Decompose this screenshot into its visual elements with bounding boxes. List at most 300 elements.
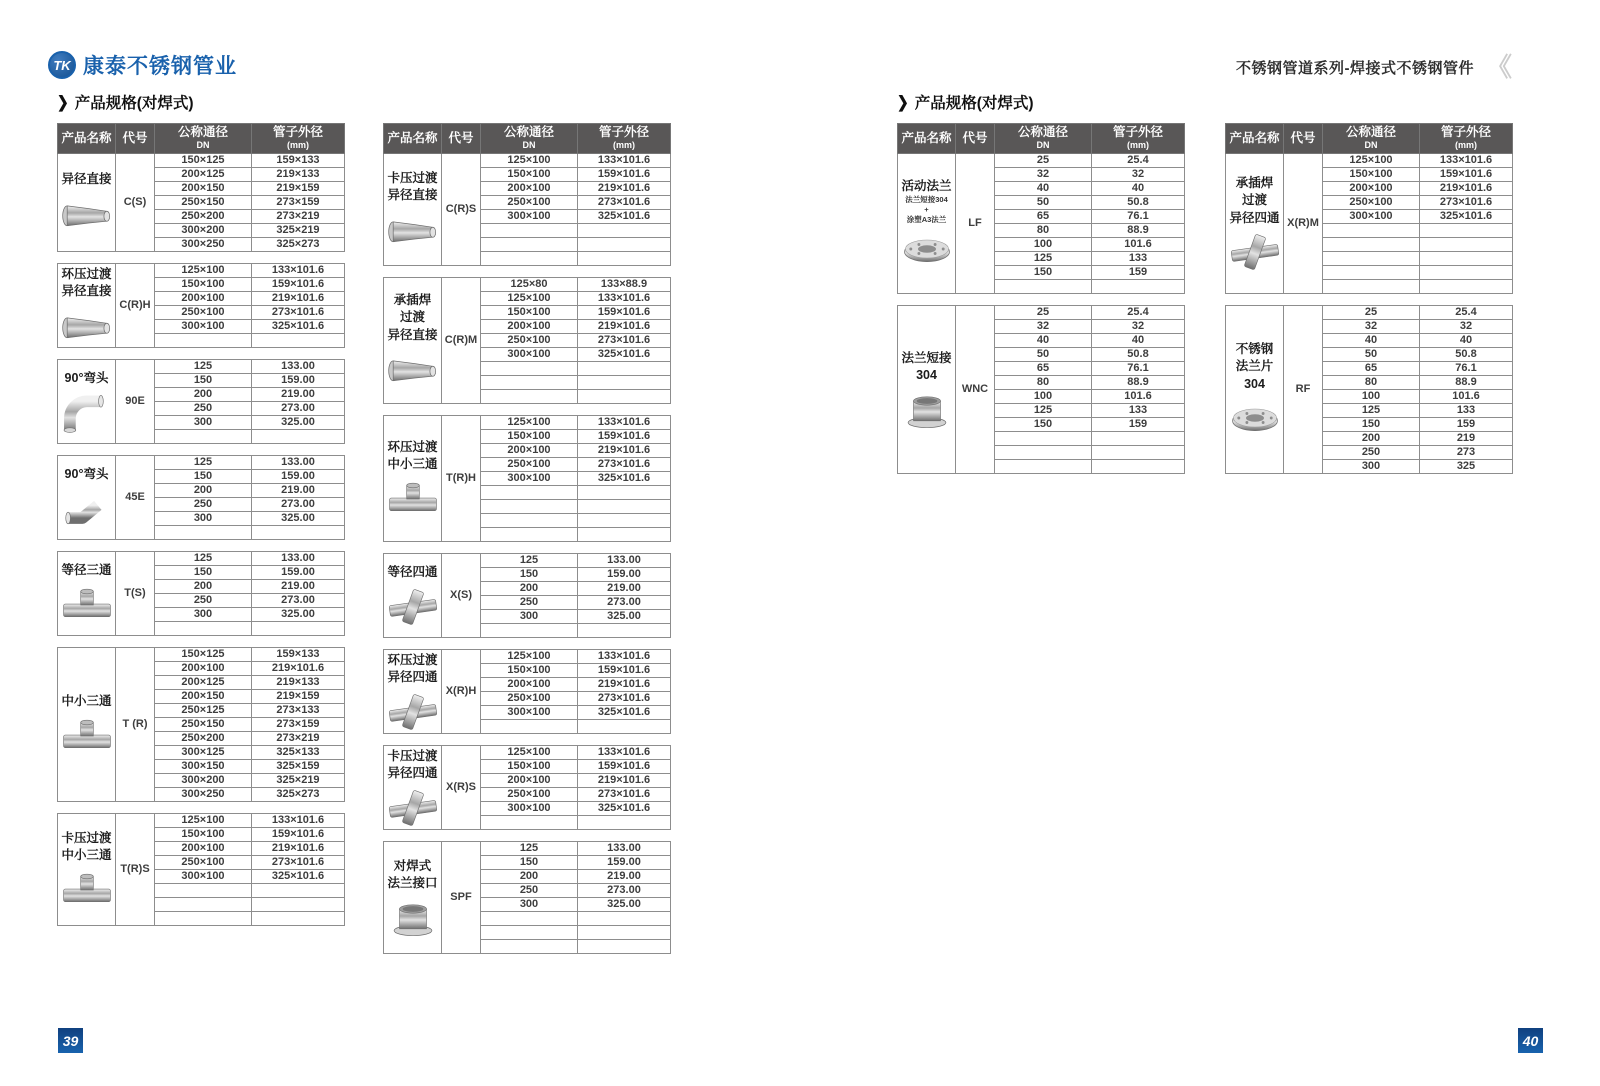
product-name: 异径直接: [387, 327, 438, 342]
od-value: 325×101.6: [578, 706, 671, 720]
product-photo-tee: [60, 870, 114, 910]
od-value: 325×219: [252, 224, 345, 238]
spec-table-LF: [897, 123, 1185, 294]
code-cell: LF: [956, 154, 995, 294]
dn-empty: [481, 486, 578, 500]
product-photo: [386, 587, 440, 627]
dn-value: 125×100: [1323, 154, 1420, 168]
product-cell: [58, 648, 116, 802]
dn-empty: [155, 334, 252, 348]
od-value: 76.1: [1092, 210, 1185, 224]
od-value: 273.00: [252, 498, 345, 512]
dn-value: 250×100: [481, 788, 578, 802]
od-value: 101.6: [1092, 238, 1185, 252]
code-cell: C(R)M: [442, 278, 481, 404]
code-cell: T(R)S: [116, 814, 155, 926]
od-empty: [252, 898, 345, 912]
od-value: 32: [1420, 320, 1513, 334]
dn-value: 200×125: [155, 676, 252, 690]
dn-empty: [481, 528, 578, 542]
od-empty: [578, 486, 671, 500]
product-name: 异径直接: [61, 284, 112, 298]
od-value: 133: [1420, 404, 1513, 418]
product-cell: [58, 456, 116, 540]
dn-value: 200×125: [155, 168, 252, 182]
col-header-od-main: 管子外径: [1440, 125, 1491, 140]
spec-table-WNC: [897, 305, 1185, 474]
spec-table-T(R)H: [383, 415, 671, 542]
dn-value: 125: [995, 252, 1092, 266]
col-header-dn-main: 公称通径: [1017, 125, 1068, 140]
product-photo: [1228, 398, 1282, 438]
product-subtitle: +: [924, 204, 929, 214]
product-cell: [384, 416, 442, 542]
od-value: 325×219: [252, 774, 345, 788]
dn-value: 200: [155, 388, 252, 402]
table-header-row: [384, 124, 671, 154]
dn-value: 150: [995, 418, 1092, 432]
chevron-right-icon: ❯: [897, 92, 909, 111]
dn-empty: [481, 514, 578, 528]
dn-value: 200×100: [481, 320, 578, 334]
od-value: 133.00: [578, 554, 671, 568]
col-header-dn-main: 公称通径: [1345, 125, 1396, 140]
product-subtitle: 涂塑A3法兰: [906, 214, 947, 224]
od-value: 159.00: [252, 470, 345, 484]
col-header-od-sub: (mm): [1127, 139, 1149, 150]
dn-value: 125×100: [481, 292, 578, 306]
product-name: 活动法兰: [901, 178, 952, 193]
product-name: 异径直接: [387, 188, 438, 202]
dn-empty: [481, 376, 578, 390]
od-value: 133×101.6: [252, 814, 345, 828]
od-value: 325.00: [252, 416, 345, 430]
spec-table-90E: [57, 359, 345, 444]
dn-value: 150×100: [155, 828, 252, 842]
od-value: 273×159: [252, 196, 345, 210]
dn-value: 150×100: [481, 760, 578, 774]
od-value: 133×101.6: [1420, 154, 1513, 168]
od-value: 325.00: [578, 610, 671, 624]
dn-empty: [1323, 280, 1420, 294]
od-value: 219×133: [252, 168, 345, 182]
dn-value: 250: [481, 884, 578, 898]
dn-empty: [481, 940, 578, 954]
product-cell: [58, 154, 116, 252]
dn-value: 250: [155, 594, 252, 608]
dn-value: 150: [995, 266, 1092, 280]
od-value: 273×101.6: [578, 334, 671, 348]
product-photo-flange: [900, 229, 954, 269]
dn-value: 125: [481, 554, 578, 568]
od-value: 50.8: [1420, 348, 1513, 362]
od-value: 133×101.6: [578, 416, 671, 430]
dn-value: 250: [1323, 446, 1420, 460]
od-empty: [578, 514, 671, 528]
dn-value: 200: [481, 870, 578, 884]
od-value: 273.00: [252, 402, 345, 416]
spec-row: [384, 842, 671, 856]
od-value: 133.00: [578, 842, 671, 856]
dn-value: 32: [995, 320, 1092, 334]
dn-value: 125×100: [155, 264, 252, 278]
dn-value: 125: [155, 360, 252, 374]
col-header-dn-main: 公称通径: [503, 125, 554, 140]
od-value: 273×101.6: [578, 692, 671, 706]
dn-value: 100: [1323, 390, 1420, 404]
dn-value: 200×100: [481, 774, 578, 788]
od-value: 219×101.6: [578, 774, 671, 788]
dn-value: 250×100: [155, 856, 252, 870]
product-cell: [1226, 154, 1284, 294]
spec-row: [898, 154, 1185, 168]
dn-value: 65: [995, 362, 1092, 376]
dn-empty: [481, 720, 578, 734]
product-name: 承插焊: [1235, 175, 1274, 190]
col-header-od: [1092, 124, 1185, 154]
dn-empty: [155, 884, 252, 898]
dn-empty: [481, 238, 578, 252]
od-value: 159×101.6: [578, 430, 671, 444]
od-value: 88.9: [1092, 224, 1185, 238]
dn-value: 300×100: [481, 210, 578, 224]
dn-value: 125×100: [481, 746, 578, 760]
product-photo: [386, 898, 440, 938]
section-title: 产品规格(对焊式): [914, 95, 1034, 112]
od-value: 273.00: [578, 596, 671, 610]
od-value: 325.00: [252, 512, 345, 526]
od-value: 50.8: [1092, 348, 1185, 362]
od-empty: [1092, 280, 1185, 294]
chevron-right-icon: ❯: [57, 92, 69, 111]
dn-value: 125×80: [481, 278, 578, 292]
dn-value: 200×150: [155, 182, 252, 196]
dn-value: 300: [155, 608, 252, 622]
od-empty: [252, 430, 345, 444]
product-cell: [384, 554, 442, 638]
dn-value: 300×100: [481, 472, 578, 486]
brand-logo-icon: TK: [48, 51, 76, 79]
od-value: 219×101.6: [252, 662, 345, 676]
product-name: 异径四通: [387, 670, 438, 684]
dn-value: 150×100: [155, 278, 252, 292]
spec-row: [384, 154, 671, 168]
code-cell: T (R): [116, 648, 155, 802]
code-cell: X(R)H: [442, 650, 481, 734]
od-value: 159×101.6: [1420, 168, 1513, 182]
col-header-dn-sub: DN: [196, 139, 210, 150]
product-name: 异径四通: [387, 766, 438, 780]
spec-row: [384, 278, 671, 292]
dn-value: 125: [1323, 404, 1420, 418]
od-value: 219×101.6: [1420, 182, 1513, 196]
product-photo-reducer: [60, 194, 114, 234]
product-name: 异径四通: [1229, 210, 1280, 225]
product-photo-reducer: [386, 210, 440, 250]
od-value: 273×219: [252, 732, 345, 746]
dn-value: 40: [995, 182, 1092, 196]
col-header-od-main: 管子外径: [1112, 125, 1163, 140]
dn-value: 250×125: [155, 704, 252, 718]
dn-value: 250×150: [155, 196, 252, 210]
od-value: 25.4: [1092, 306, 1185, 320]
dn-value: 300×150: [155, 760, 252, 774]
product-photo-reducer: [386, 349, 440, 389]
col-header-product: 产品名称: [58, 124, 116, 154]
product-cell: [384, 650, 442, 734]
spec-row: [58, 814, 345, 828]
spec-row: [898, 306, 1185, 320]
dn-empty: [481, 912, 578, 926]
series-title-block: [1236, 54, 1512, 80]
dn-value: 150: [155, 566, 252, 580]
page-number-left: 39: [58, 1028, 83, 1053]
dn-value: 100: [995, 390, 1092, 404]
od-value: 219.00: [252, 580, 345, 594]
product-subtitle: 法兰短接304: [905, 195, 948, 205]
dn-value: 125×100: [155, 814, 252, 828]
col-header-dn-main: 公称通径: [177, 125, 228, 140]
product-photo: [60, 870, 114, 910]
product-photo: [386, 692, 440, 732]
od-value: 219.00: [578, 582, 671, 596]
od-value: 219.00: [252, 388, 345, 402]
product-photo-cross: [386, 692, 440, 732]
code-cell: C(R)H: [116, 264, 155, 348]
od-value: 219×101.6: [578, 320, 671, 334]
dn-value: 100: [995, 238, 1092, 252]
product-photo-elbow90: [60, 393, 114, 433]
od-empty: [578, 252, 671, 266]
product-name: 90°弯头: [64, 371, 109, 386]
col-header-od-main: 管子外径: [598, 125, 649, 140]
series-title: 不锈钢管道系列-焊接式不锈钢管件: [1235, 59, 1474, 77]
col-header-od: [1420, 124, 1513, 154]
spec-row: [384, 746, 671, 760]
od-value: 325×101.6: [252, 320, 345, 334]
product-name: 过渡: [399, 310, 425, 325]
dn-empty: [155, 622, 252, 636]
spec-row: [384, 416, 671, 430]
dn-value: 300×200: [155, 224, 252, 238]
od-value: 159.00: [252, 374, 345, 388]
od-value: 325×101.6: [578, 472, 671, 486]
product-name: 等径四通: [387, 565, 438, 580]
product-name: 对焊式: [393, 858, 432, 873]
product-name: 卡压过渡: [387, 170, 438, 185]
od-value: 219.00: [252, 484, 345, 498]
od-value: 273: [1420, 446, 1513, 460]
dn-value: 250×100: [1323, 196, 1420, 210]
product-photo: [386, 210, 440, 250]
dn-value: 200×100: [155, 662, 252, 676]
dn-value: 250×100: [481, 334, 578, 348]
dn-value: 150×125: [155, 154, 252, 168]
od-value: 273×101.6: [252, 856, 345, 870]
od-value: 159: [1092, 418, 1185, 432]
dn-empty: [481, 926, 578, 940]
dn-value: 200: [1323, 432, 1420, 446]
od-empty: [252, 334, 345, 348]
od-empty: [1092, 460, 1185, 474]
od-value: 25.4: [1092, 154, 1185, 168]
product-name: 环压过渡: [61, 266, 112, 281]
spec-table-SPF: [383, 841, 671, 954]
spec-table-RF: [1225, 305, 1513, 474]
od-empty: [252, 912, 345, 926]
spec-table-C(S): [57, 123, 345, 252]
product-photo: [900, 390, 954, 430]
od-value: 219×101.6: [252, 292, 345, 306]
product-photo-elbow45: [60, 489, 114, 529]
dn-value: 250: [155, 498, 252, 512]
page-number-right: 40: [1518, 1028, 1543, 1053]
spec-table-C(R)S: [383, 123, 671, 266]
spec-table-C(R)H: [57, 263, 345, 348]
od-empty: [578, 940, 671, 954]
dn-value: 200: [155, 484, 252, 498]
dn-value: 300×200: [155, 774, 252, 788]
dn-value: 300×100: [155, 870, 252, 884]
od-value: 273×219: [252, 210, 345, 224]
product-photo-stub: [900, 390, 954, 430]
code-cell: 45E: [116, 456, 155, 540]
od-empty: [252, 622, 345, 636]
product-photo: [386, 788, 440, 828]
spec-table-45E: [57, 455, 345, 540]
dn-value: 150: [481, 568, 578, 582]
dn-value: 40: [1323, 334, 1420, 348]
product-name: 卡压过渡: [387, 748, 438, 763]
dn-value: 300×125: [155, 746, 252, 760]
dn-value: 200×100: [155, 292, 252, 306]
od-value: 133.00: [252, 552, 345, 566]
code-cell: X(R)S: [442, 746, 481, 830]
od-value: 325×101.6: [252, 870, 345, 884]
dn-value: 300×100: [481, 802, 578, 816]
dn-value: 200: [155, 580, 252, 594]
product-photo-flange: [1228, 398, 1282, 438]
od-empty: [1420, 266, 1513, 280]
od-value: 273×133: [252, 704, 345, 718]
od-value: 325×273: [252, 238, 345, 252]
dn-value: 250×200: [155, 210, 252, 224]
product-name: 环压过渡: [387, 652, 438, 667]
dn-value: 125×100: [481, 154, 578, 168]
dn-empty: [995, 280, 1092, 294]
od-value: 159: [1092, 266, 1185, 280]
od-value: 133×101.6: [578, 292, 671, 306]
dn-value: 300×100: [155, 320, 252, 334]
product-photo-tee: [60, 585, 114, 625]
od-empty: [578, 624, 671, 638]
od-value: 325: [1420, 460, 1513, 474]
dn-empty: [481, 816, 578, 830]
dn-empty: [481, 362, 578, 376]
dn-value: 32: [995, 168, 1092, 182]
od-empty: [578, 816, 671, 830]
od-value: 133×101.6: [578, 154, 671, 168]
product-name: 中小三通: [61, 848, 112, 862]
dn-value: 250: [481, 596, 578, 610]
dn-value: 200×100: [481, 182, 578, 196]
code-cell: RF: [1284, 306, 1323, 474]
dn-value: 250×150: [155, 718, 252, 732]
spec-row: [58, 648, 345, 662]
product-photo: [60, 393, 114, 433]
od-value: 219×159: [252, 690, 345, 704]
dn-value: 150×100: [1323, 168, 1420, 182]
col-header-od: [578, 124, 671, 154]
dn-value: 25: [1323, 306, 1420, 320]
product-cell: [58, 264, 116, 348]
product-name: 承插焊: [393, 292, 432, 307]
tables-column-page40-2: [1225, 123, 1512, 474]
spec-row: [58, 552, 345, 566]
product-cell: [384, 154, 442, 266]
dn-value: 65: [1323, 362, 1420, 376]
product-photo-cross: [386, 587, 440, 627]
od-value: 273×101.6: [578, 458, 671, 472]
section-title: 产品规格(对焊式): [74, 95, 194, 112]
od-value: 273.00: [578, 884, 671, 898]
col-header-dn: [481, 124, 578, 154]
product-cell: [384, 746, 442, 830]
product-photo-tee: [60, 716, 114, 756]
od-value: 101.6: [1420, 390, 1513, 404]
od-value: 325×101.6: [578, 802, 671, 816]
od-value: 133×101.6: [578, 650, 671, 664]
spec-row: [58, 264, 345, 278]
product-photo: [386, 349, 440, 389]
dn-value: 200×100: [1323, 182, 1420, 196]
dn-value: 150×100: [481, 430, 578, 444]
product-name: 等径三通: [61, 563, 112, 578]
dn-empty: [1323, 238, 1420, 252]
product-name: 法兰短接: [901, 350, 952, 365]
spec-table-T(S): [57, 551, 345, 636]
col-header-product: 产品名称: [1226, 124, 1284, 154]
od-empty: [1420, 238, 1513, 252]
dn-value: 300: [481, 898, 578, 912]
spec-table-T(R)S: [57, 813, 345, 926]
product-name: 卡压过渡: [61, 830, 112, 845]
od-value: 40: [1092, 334, 1185, 348]
dn-empty: [481, 500, 578, 514]
product-photo-stub: [386, 898, 440, 938]
dn-empty: [155, 912, 252, 926]
product-photo: [60, 194, 114, 234]
product-name: 法兰接口: [387, 876, 438, 890]
od-value: 273×101.6: [1420, 196, 1513, 210]
dn-value: 200×150: [155, 690, 252, 704]
dn-value: 300: [155, 416, 252, 430]
brand-company-name: 康泰不锈钢管业: [83, 55, 237, 78]
dn-value: 250×200: [155, 732, 252, 746]
col-header-od-sub: (mm): [1455, 139, 1477, 150]
col-header-code: 代号: [116, 124, 155, 154]
dn-empty: [155, 526, 252, 540]
dn-value: 200: [481, 582, 578, 596]
product-cell: [1226, 306, 1284, 474]
od-empty: [578, 238, 671, 252]
col-header-dn: [995, 124, 1092, 154]
od-value: 50.8: [1092, 196, 1185, 210]
od-value: 101.6: [1092, 390, 1185, 404]
dn-value: 300: [481, 610, 578, 624]
dn-value: 80: [995, 224, 1092, 238]
od-empty: [1420, 280, 1513, 294]
